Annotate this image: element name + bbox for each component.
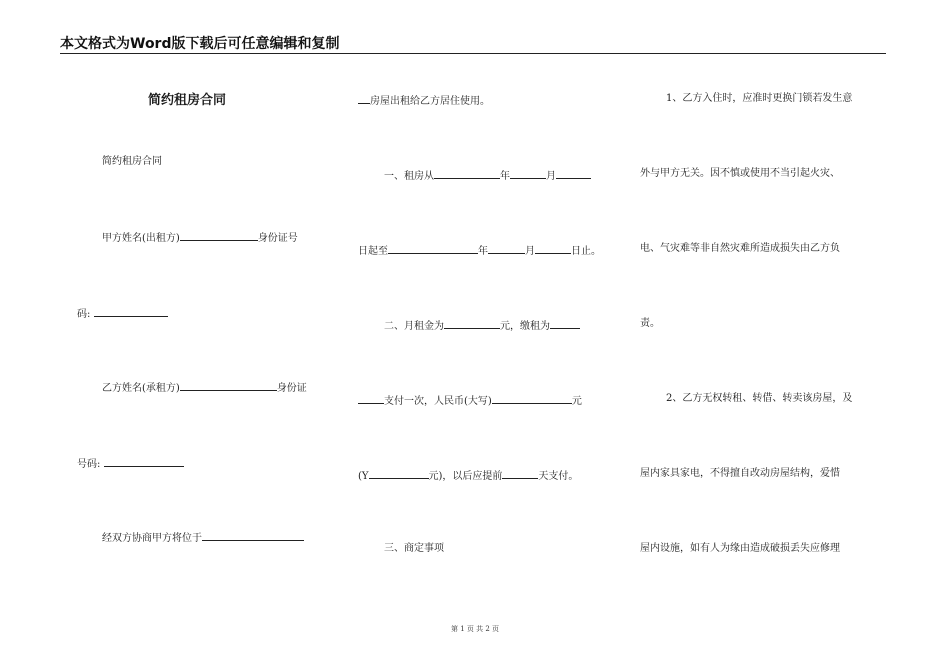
col3-line-7: 屋内设施，如有人为缘由造成破损丢失应修理	[640, 543, 840, 554]
year-label: 年	[478, 246, 488, 257]
blank-field	[434, 167, 500, 179]
col1-location-line	[102, 529, 304, 546]
col3-line-2: 外与甲方无关。因不慎或使用不当引起火灾、	[640, 168, 840, 179]
document-header-banner: 本文格式为Word版下载后可任意编辑和复制	[60, 36, 340, 52]
blank-field	[358, 92, 370, 104]
code-label: 码:	[77, 309, 91, 320]
col1-id-line-a	[77, 305, 168, 322]
col2-section-three: 三、商定事项	[384, 543, 444, 554]
rent-text: 二、月租金为	[384, 321, 444, 332]
blank-field	[492, 392, 572, 404]
day-end-label: 日止。	[571, 246, 601, 257]
yuan-label: 元	[571, 396, 582, 407]
blank-field	[488, 242, 525, 254]
month-label: 月	[546, 171, 556, 182]
document-title: 简约租房合同	[148, 93, 227, 108]
blank-field	[358, 392, 384, 404]
term-from-text: 一、租房从	[384, 171, 434, 182]
id-label: 身份证	[276, 383, 307, 394]
blank-field	[510, 167, 546, 179]
location-label: 经双方协商甲方将位于	[102, 533, 202, 544]
blank-field	[104, 455, 184, 467]
id-label: 身份证号	[257, 233, 298, 244]
col2-rent-line	[384, 317, 580, 334]
col3-line-4: 责。	[640, 318, 660, 329]
blank-field	[388, 242, 478, 254]
header-divider	[60, 53, 886, 54]
rmb-text: 支付一次，人民币(大写)	[384, 396, 492, 407]
blank-field	[94, 305, 168, 317]
col3-line-3: 电、气灾难等非自然灾难所造成损失由乙方负	[640, 243, 840, 254]
term-to-text: 日起至	[358, 246, 388, 257]
advance-text: 元)，以后应提前	[428, 471, 503, 482]
col3-line-5: 2、乙方无权转租、转借、转卖该房屋，及	[666, 393, 853, 404]
blank-field	[180, 379, 277, 391]
number-label: 号码:	[77, 459, 101, 470]
col1-id-line-b	[77, 455, 184, 472]
blank-field	[535, 242, 571, 254]
blank-field	[502, 467, 538, 479]
blank-field	[550, 317, 580, 329]
blank-field	[369, 467, 429, 479]
col2-term-start-line	[384, 167, 591, 184]
party-a-label: 甲方姓名(出租方)	[102, 233, 180, 244]
col3-line-1: 1、乙方入住时，应准时更换门锁若发生意	[666, 93, 853, 104]
col1-subtitle: 简约租房合同	[102, 156, 162, 167]
page-number-footer: 第 1 页 共 2 页	[450, 625, 500, 633]
year-label: 年	[500, 171, 510, 182]
rental-use-text: 房屋出租给乙方居住使用。	[370, 96, 490, 107]
days-pay-text: 天支付。	[538, 471, 579, 482]
col2-term-end-line	[358, 242, 601, 259]
col1-party-a-line	[102, 229, 298, 246]
blank-field	[444, 317, 500, 329]
col2-line-1	[358, 92, 490, 109]
party-b-label: 乙方姓名(承租方)	[102, 383, 180, 394]
blank-field	[202, 529, 304, 541]
month-label: 月	[525, 246, 535, 257]
payment-text: 元，缴租为	[500, 321, 550, 332]
col2-advance-line	[358, 467, 578, 484]
yen-open-text: (Y	[358, 471, 369, 482]
blank-field	[556, 167, 591, 179]
col1-party-b-line	[102, 379, 307, 396]
col2-payment-line	[358, 392, 582, 409]
col3-line-6: 屋内家具家电，不得擅自改动房屋结构，爱惜	[640, 468, 840, 479]
blank-field	[180, 229, 258, 241]
